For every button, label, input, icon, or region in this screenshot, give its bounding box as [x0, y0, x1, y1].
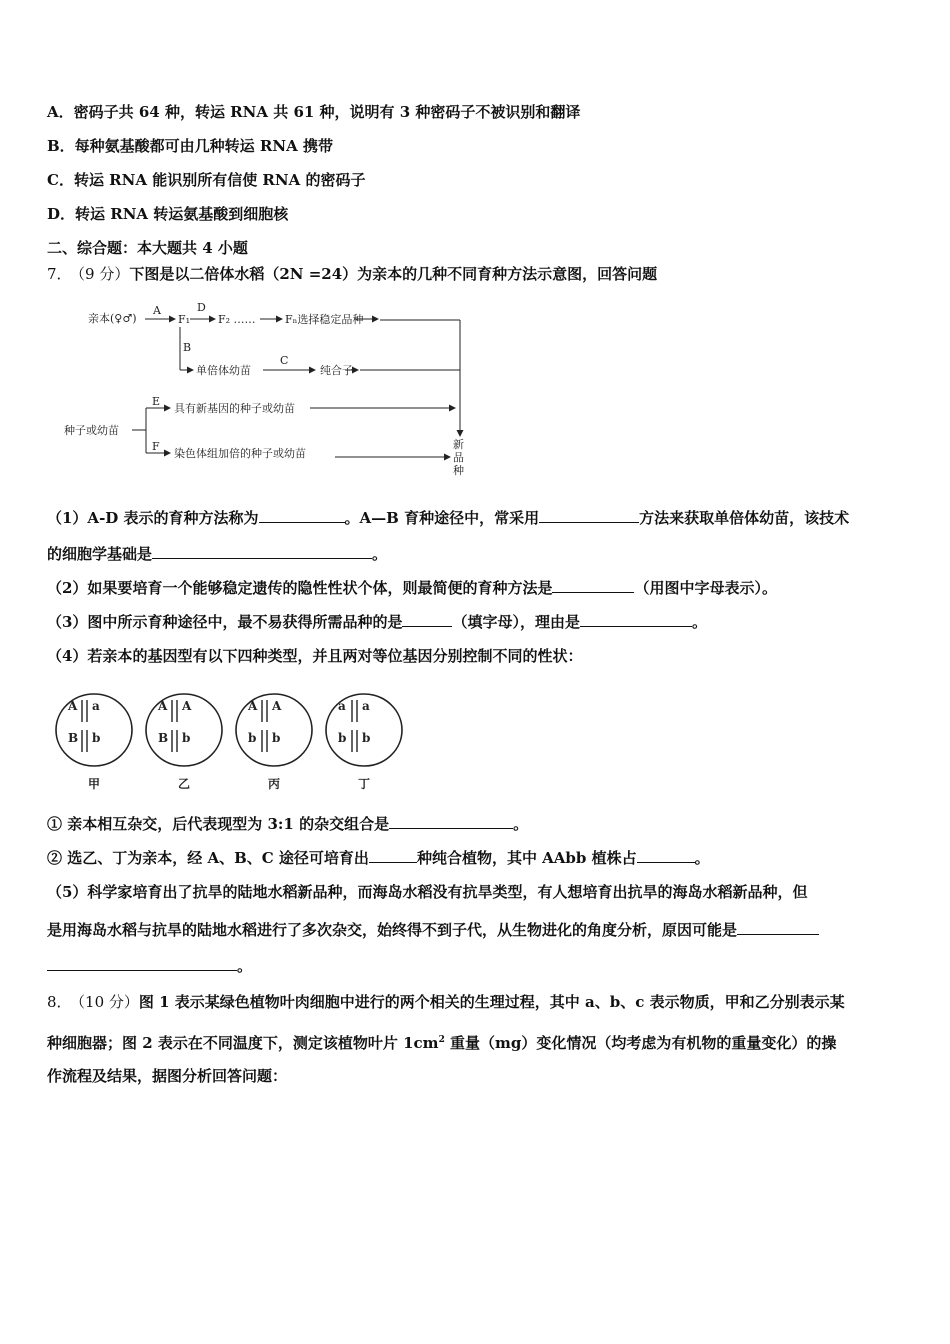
q8-l2sup: 2 — [438, 1035, 445, 1045]
cell-bing-top1: A — [248, 699, 258, 713]
q7-s2b: 种纯合植物，其中 AAbb 植株占 — [416, 849, 637, 867]
answer-blank-9[interactable] — [637, 848, 695, 863]
diagram-doubled: 染色体组加倍的种子或幼苗 — [174, 447, 306, 460]
q7-p1e: 。 — [372, 545, 388, 563]
q7-p2b: （用图中字母表示）。 — [634, 579, 777, 597]
q7-s2a: ② 选乙、丁为亲本，经 A、B、C 途径可培育出 — [47, 849, 369, 867]
cell-yi-top1: A — [158, 699, 168, 713]
diagram-new-variety-1: 新 — [453, 438, 464, 451]
cell-ding — [326, 694, 402, 790]
cell-ding-top1: a — [338, 699, 346, 713]
answer-blank-2[interactable] — [539, 508, 639, 523]
option-b: B．每种氨基酸都可由几种转运 RNA 携带 — [47, 137, 333, 155]
q7-sub2 — [47, 848, 710, 868]
q8-score: （10 分） — [77, 993, 139, 1011]
diagram-new-gene: 具有新基因的种子或幼苗 — [174, 402, 295, 415]
cell-yi — [146, 694, 222, 790]
q7-p3c: 。 — [691, 613, 707, 631]
q7-p2a: （2）如果要培育一个能够稳定遗传的隐性性状个体，则最简便的育种方法是 — [47, 579, 553, 597]
cell-bing — [236, 694, 312, 790]
q7-p1d: 的细胞学基础是 — [47, 545, 153, 563]
q8-line1 — [47, 992, 845, 1012]
diagram-new-variety-2: 品 — [453, 451, 464, 464]
q7-s2c: 。 — [694, 849, 710, 867]
diagram-label-f: F — [152, 440, 160, 453]
q7-p1b: 。A—B 育种途径中，常采用 — [344, 509, 540, 527]
cell-ding-bot1: b — [338, 731, 347, 745]
q7-number: 7． — [47, 265, 72, 283]
diagram-new-variety-3: 种 — [453, 464, 464, 477]
q7-stem — [47, 264, 657, 284]
q7-stem-text: 下图是以二倍体水稻（2N =24）为亲本的几种不同育种方法示意图，回答问题 — [129, 265, 658, 283]
genotype-cells — [50, 690, 430, 790]
diagram-pure: 纯合子 — [320, 364, 353, 377]
answer-blank-1[interactable] — [259, 508, 345, 523]
answer-blank-7[interactable] — [389, 814, 513, 829]
q7-p3a: （3）图中所示育种途径中，最不易获得所需品种的是 — [47, 613, 403, 631]
option-c: C．转运 RNA 能识别所有信使 RNA 的密码子 — [47, 171, 366, 189]
cell-bing-label: 丙 — [268, 777, 281, 790]
q8-l2a: 种细胞器；图 2 表示在不同温度下，测定该植物叶片 1cm — [47, 1034, 439, 1052]
q7-part1-line2 — [47, 544, 387, 564]
q8-l2b: 重量（mg）变化情况（均考虑为有机物的重量变化）的操 — [444, 1034, 837, 1052]
option-d: D．转运 RNA 转运氨基酸到细胞核 — [47, 205, 289, 223]
cell-jia-bot2: b — [92, 731, 101, 745]
cell-yi-bot2: b — [182, 731, 191, 745]
option-a: A．密码子共 64 种，转运 RNA 共 61 种，说明有 3 种密码子不被识别和翻译 — [47, 103, 581, 121]
breeding-diagram — [60, 298, 480, 480]
q7-part3 — [47, 612, 707, 632]
q7-part5-line2 — [47, 920, 819, 940]
diagram-f1: F₁ — [178, 313, 191, 326]
diagram-label-c: C — [280, 354, 289, 367]
diagram-seed: 种子或幼苗 — [64, 424, 119, 437]
cell-jia-label: 甲 — [88, 777, 101, 790]
cell-yi-bot1: B — [158, 731, 169, 745]
q7-part4: （4）若亲本的基因型有以下四种类型，并且两对等位基因分别控制不同的性状： — [47, 647, 583, 665]
cell-bing-bot2: b — [272, 731, 281, 745]
cell-yi-top2: A — [182, 699, 192, 713]
q8-l1: 图 1 表示某绿色植物叶肉细胞中进行的两个相关的生理过程，其中 a、b、c 表示物质，甲和乙分别表示某 — [138, 993, 845, 1011]
cell-bing-top2: A — [272, 699, 282, 713]
q7-p5c: 。 — [237, 957, 253, 975]
diagram-parent: 亲本(♀♂) — [88, 312, 137, 325]
diagram-haploid: 单倍体幼苗 — [196, 364, 251, 377]
answer-blank-3[interactable] — [152, 544, 372, 559]
q7-sub1 — [47, 814, 528, 834]
q7-p5b: 是用海岛水稻与抗旱的陆地水稻进行了多次杂交，始终得不到子代，从生物进化的角度分析，原因可能是 — [47, 921, 738, 939]
cell-yi-label: 乙 — [178, 777, 191, 790]
q7-p1c: 方法来获取单倍体幼苗，该技术 — [639, 509, 850, 527]
cell-ding-label: 丁 — [358, 777, 371, 790]
cell-jia — [56, 694, 132, 790]
cell-ding-bot2: b — [362, 731, 371, 745]
q7-part5-line1: （5）科学家培育出了抗旱的陆地水稻新品种，而海岛水稻没有抗旱类型，有人想培育出抗旱的海岛水稻新品种，但 — [47, 883, 808, 901]
cell-jia-top2: a — [92, 699, 100, 713]
q7-p3b: （填字母），理由是 — [452, 613, 580, 631]
diagram-fn: Fₙ选择稳定品种 — [285, 313, 364, 326]
q7-p1a: （1）A-D 表示的育种方法称为 — [47, 509, 259, 527]
diagram-label-e: E — [152, 395, 161, 408]
q7-s1a: ① 亲本相互杂交，后代表现型为 3:1 的杂交组合是 — [47, 815, 390, 833]
q8-line2 — [47, 1030, 836, 1053]
diagram-label-a: A — [153, 304, 161, 317]
section-title: 二、综合题：本大题共 4 小题 — [47, 239, 248, 257]
q7-part2 — [47, 578, 777, 598]
cell-ding-top2: a — [362, 699, 370, 713]
answer-blank-6[interactable] — [580, 612, 692, 627]
answer-blank-4[interactable] — [552, 578, 634, 593]
answer-blank-5[interactable] — [402, 612, 452, 627]
q8-line3: 作流程及结果，据图分析回答问题： — [47, 1067, 288, 1085]
answer-blank-10[interactable] — [737, 920, 819, 935]
cell-jia-bot1: B — [68, 731, 79, 745]
q7-part1-line1 — [47, 508, 849, 528]
diagram-label-d: D — [197, 301, 206, 314]
answer-blank-8[interactable] — [369, 848, 417, 863]
cell-bing-bot1: b — [248, 731, 257, 745]
diagram-f2: F₂ …… — [218, 313, 256, 326]
diagram-label-b: B — [183, 341, 192, 354]
q7-score: （9 分） — [77, 265, 130, 283]
q7-part5-line3 — [47, 956, 252, 976]
q7-s1b: 。 — [513, 815, 529, 833]
cell-jia-top1: A — [68, 699, 78, 713]
answer-blank-11[interactable] — [47, 956, 237, 971]
q8-number: 8． — [47, 993, 72, 1011]
